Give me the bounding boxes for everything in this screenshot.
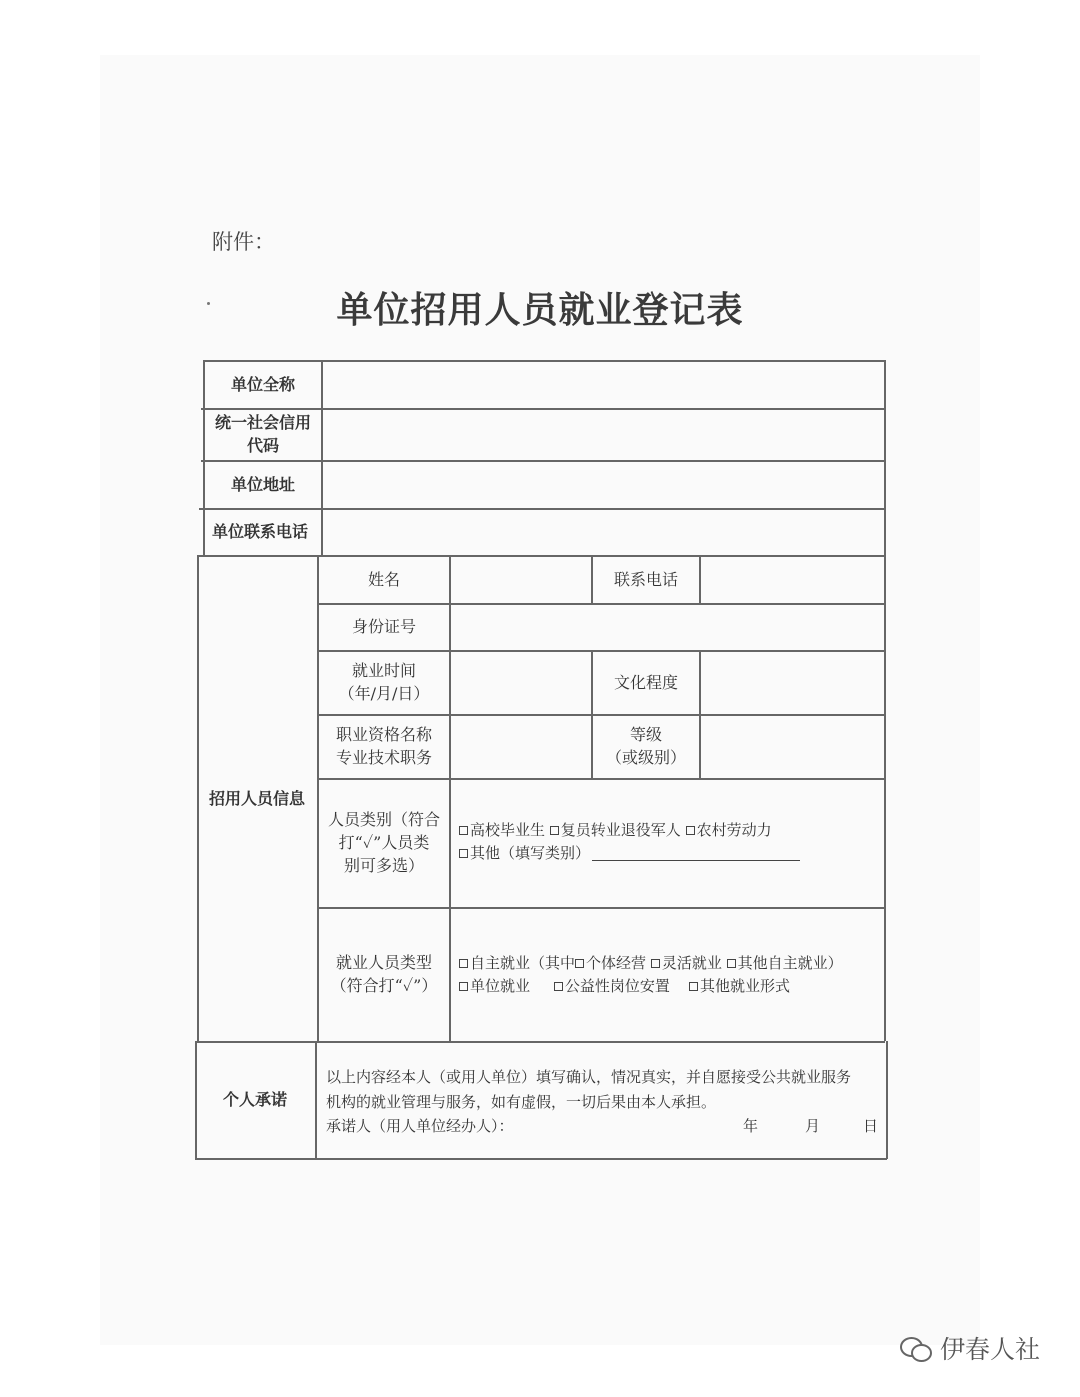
name-label: 姓名 xyxy=(367,569,400,589)
rule xyxy=(321,360,323,555)
category-option-other[interactable]: 其他（填写类别） xyxy=(459,844,590,862)
personal-promise-label: 个人承诺 xyxy=(222,1090,287,1109)
registration-form xyxy=(195,360,885,1160)
promise-year: 年 xyxy=(743,1117,759,1135)
category-option-graduate[interactable]: 高校毕业生 xyxy=(459,821,545,839)
type-option-individual-business[interactable]: 个体经营 xyxy=(575,954,646,972)
form-title: 单位招用人员就业登记表 xyxy=(336,289,744,331)
person-category-label: 人员类别（符合 打“✓”人员类 别可多选） xyxy=(327,810,440,875)
employment-type-options xyxy=(459,952,843,998)
checkbox-icon xyxy=(459,982,468,991)
type-option-unit[interactable]: 单位就业 xyxy=(459,977,530,995)
id-number-field[interactable] xyxy=(451,603,884,650)
employer-phone-label: 单位联系电话 xyxy=(211,522,308,541)
checkbox-icon xyxy=(550,826,559,835)
employer-address-label: 单位地址 xyxy=(230,474,295,494)
name-field[interactable] xyxy=(451,555,591,603)
checkbox-icon xyxy=(575,959,584,968)
type-option-flexible[interactable]: 灵活就业 xyxy=(651,954,722,972)
rule xyxy=(884,360,886,1041)
checkbox-icon xyxy=(651,959,660,968)
employment-date-field[interactable] xyxy=(451,650,591,714)
promise-line-2: 机构的就业管理与服务，如有虚假，一切后果由本人承担。 xyxy=(326,1093,717,1111)
checkbox-icon xyxy=(686,826,695,835)
person-category-options xyxy=(459,819,800,865)
qualification-label: 职业资格名称 专业技术职务 xyxy=(335,725,432,767)
account-watermark xyxy=(900,1330,1040,1366)
contact-phone-label: 联系电话 xyxy=(613,569,678,589)
type-option-public-welfare[interactable]: 公益性岗位安置 xyxy=(554,977,670,995)
education-field[interactable] xyxy=(701,650,884,714)
employment-type-label: 就业人员类型 （符合打“✓”） xyxy=(330,953,438,995)
credit-code-label: 统一社会信用 代码 xyxy=(214,413,311,455)
checkbox-icon xyxy=(727,959,736,968)
education-label: 文化程度 xyxy=(613,672,678,692)
type-option-other-form[interactable]: 其他就业形式 xyxy=(689,977,790,995)
rule xyxy=(886,1041,888,1159)
id-number-label: 身份证号 xyxy=(351,617,416,636)
checkbox-icon xyxy=(689,982,698,991)
account-name: 伊春人社 xyxy=(940,1335,1041,1364)
grade-label: 等级 （或级别） xyxy=(605,725,686,767)
type-option-other-self[interactable]: 其他自主就业） xyxy=(727,954,843,972)
qualification-field[interactable] xyxy=(451,714,591,778)
contact-phone-field[interactable] xyxy=(701,555,884,603)
checkbox-icon xyxy=(459,826,468,835)
wechat-icon xyxy=(900,1334,932,1362)
attachment-label: 附件： xyxy=(212,230,275,254)
other-category-blank[interactable] xyxy=(592,844,800,861)
category-option-rural-labor[interactable]: 农村劳动力 xyxy=(686,821,772,839)
recruit-info-label: 招用人员信息 xyxy=(208,788,305,808)
category-option-veteran[interactable]: 复员转业退役军人 xyxy=(550,821,681,839)
promise-line-1: 以上内容经本人（或用人单位）填写确认，情况真实，并自愿接受公共就业服务 xyxy=(326,1068,852,1086)
grade-field[interactable] xyxy=(701,714,884,778)
employment-date-label: 就业时间 （年/月/日） xyxy=(338,661,430,703)
type-option-self-employed[interactable]: 自主就业（其中 xyxy=(459,954,575,972)
promise-month: 月 xyxy=(805,1117,821,1135)
promise-signer: 承诺人（用人单位经办人）： xyxy=(326,1117,514,1135)
checkbox-icon xyxy=(554,982,563,991)
promise-day: 日 xyxy=(863,1117,879,1135)
checkbox-icon xyxy=(459,849,468,858)
rule xyxy=(195,1158,887,1160)
checkbox-icon xyxy=(459,959,468,968)
rule xyxy=(315,1041,317,1159)
employer-full-name-label: 单位全称 xyxy=(230,374,295,394)
